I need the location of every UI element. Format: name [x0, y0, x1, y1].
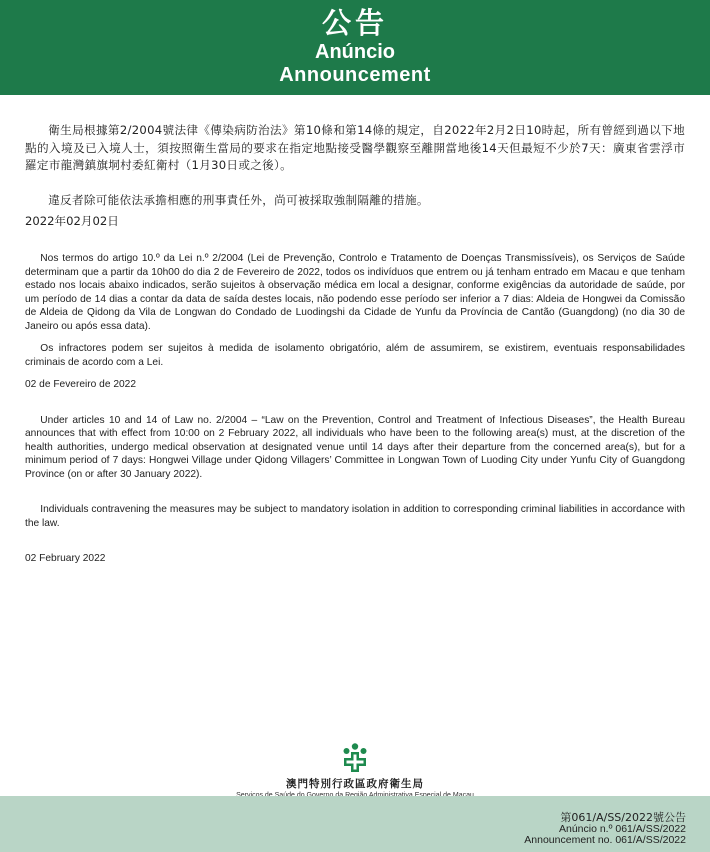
title-english: Announcement	[279, 64, 431, 86]
reference-number-pt: Anúncio n.º 061/A/SS/2022	[558, 823, 686, 835]
paragraph-en-2: Individuals contravening the measures may be subject to mandatory isolation in addition to corresponding criminal liabilities in accordance with the law.	[25, 504, 685, 529]
reference-number-en: Announcement no. 061/A/SS/2022	[524, 834, 686, 846]
announcement-header	[0, 0, 710, 95]
date-en: 02 February 2022	[25, 553, 106, 564]
paragraph-zh-1: 衛生局根據第2/2004號法律《傳染病防治法》第10條和第14條的規定，自2022年2月2日10時起，所有曾經到過以下地點的入境及已入境人士，須按照衛生當局的要求在指定地點接受醫學觀察至離開當地後14天但最短不少於7天：廣東省雲浮市羅定市龍灣鎮旗垌村委紅衛村（1月30日或之後）。	[25, 123, 685, 172]
date-zh: 2022年02月02日	[25, 214, 119, 228]
announcement-body	[25, 122, 685, 566]
paragraph-pt-1: Nos termos do artigo 10.º da Lei n.º 2/2004 (Lei de Prevenção, Controlo e Tratamento de Doenças Transmissíveis), os Serviços de Saúde determinam que a partir da 10h00 do dia 2 de Fevereiro de 2022, todos os indivíduos que entrem ou já tenham entrado em Macau e que tenham estado nos locais abaixo indicados, serão sujeitos à observação médica em local a designar, conforme exigências da autoridade de saúde, por um período de 14 dias a contar da data de saída destes locais, não podendo esse período ser inferior a 7 dias: Aldeia de Hongwei da Comissão de Aldeia de Qidong da Vila de Longwan do Condado de Luodingshi da Cidade de Yunfu da Província de Cantão (Guangdong) (no dia 30 de Janeiro ou após essa data).	[25, 253, 685, 332]
paragraph-zh-2: 違反者除可能依法承擔相應的刑事責任外，尚可被採取強制隔離的措施。	[48, 192, 429, 207]
health-bureau-logo-icon	[340, 742, 370, 774]
title-chinese: 公告	[321, 6, 388, 40]
title-portuguese: Anúncio	[315, 41, 395, 63]
health-bureau-logo	[0, 742, 710, 799]
organization-name-zh: 澳門特別行政區政府衛生局	[286, 778, 424, 790]
reference-number-zh: 第061/A/SS/2022號公告	[560, 811, 686, 824]
date-pt: 02 de Fevereiro de 2022	[25, 379, 137, 390]
paragraph-pt-2: Os infractores podem ser sujeitos à medida de isolamento obrigatório, além de assumirem, se existirem, eventuais responsabilidades criminais de acordo com a Lei.	[25, 343, 685, 368]
paragraph-en-1: Under articles 10 and 14 of Law no. 2/2004 – “Law on the Prevention, Control and Treatment of Infectious Diseases”, the Health Bureau announces that with effect from 10:00 on 2 February 2022, all individuals who have been to the following area(s) must, at the discretion of the health authorities, undergo medical observation at designated venue until 14 days after their departure from the concerned area(s), but for a minimum period of 7 days: Hongwei Village under Qidong Villagers’ Committee in Longwan Town of Luoding City under Yunfu City of Guangdong Province (on or after 30 January 2022).	[25, 414, 685, 480]
announcement-footer	[0, 796, 710, 852]
